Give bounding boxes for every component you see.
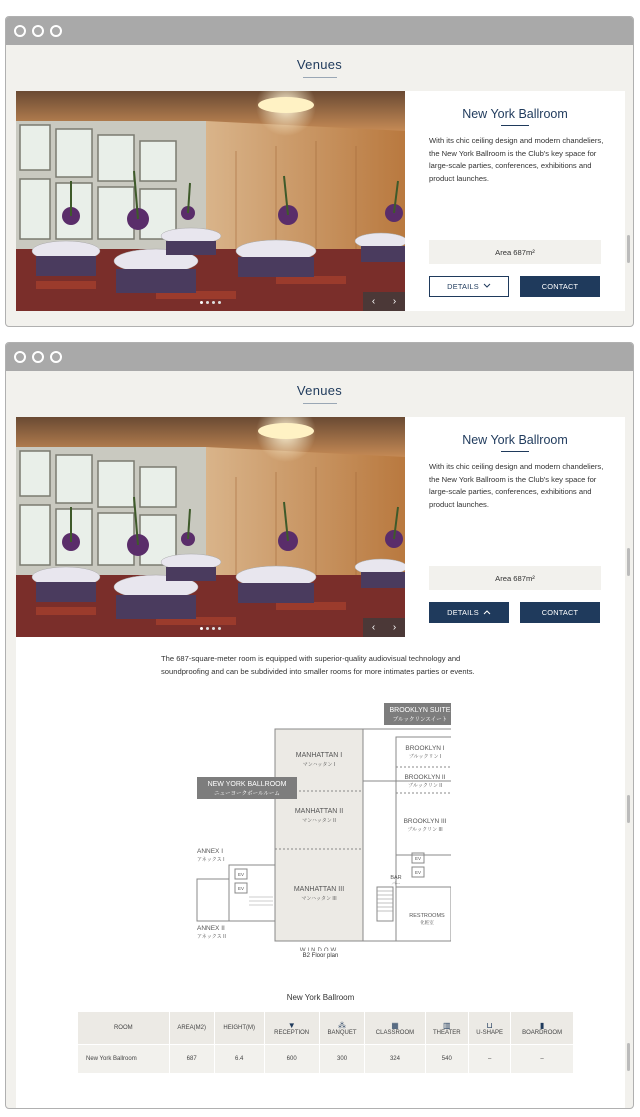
col-boardroom: ▮ BOARDROOM [511,1012,573,1044]
manhattan1-jp-label: マンハッタン I [302,762,336,768]
restrooms-jp-label: 化粧室 [420,920,434,925]
scrollbar[interactable] [627,795,630,823]
ev-label: EV [414,870,422,875]
window-zoom-dot[interactable] [50,351,62,363]
brooklyn-suite-jp-label: ブルックリンスイート [392,717,448,723]
cell-boardroom: – [511,1045,573,1073]
cell-reception: 600 [265,1045,319,1073]
carousel-dot[interactable] [218,301,221,304]
window-titlebar [6,343,633,371]
venue-description: With its chic ceiling design and modern chandeliers, the New York Ballroom is the Club's key space for large-scale parties, conferences, exhibitions and product launches. [429,136,604,183]
annex1-jp-label: アネックス I [197,857,225,863]
venue-photo-carousel[interactable] [16,91,405,311]
brooklyn1-label: BROOKLYN I [405,745,445,752]
table-row [78,1045,573,1073]
ny-ballroom-label: NEW YORK BALLROOM [207,781,287,788]
brooklyn2-label: BROOKLYN II [404,774,446,781]
ny-ballroom-jp-label: ニューヨークボールルーム [214,791,280,797]
cell-theater: 540 [426,1045,469,1073]
manhattan3-label: MANHATTAN III [293,886,345,893]
carousel-next-button[interactable]: › [384,618,405,637]
venue-info-panel [405,417,625,637]
brooklyn3-label: BROOKLYN III [403,818,447,825]
annex1-label: ANNEX I [197,848,224,855]
carousel-dot[interactable] [218,627,221,630]
window-titlebar [6,17,633,45]
scrollbar[interactable] [627,548,630,576]
brooklyn1-jp-label: ブルックリン I [408,754,442,760]
u-shape-icon: ⊔ [486,1020,493,1030]
floor-plan-caption: B2 Floor plan [302,953,339,959]
browser-window-collapsed [5,16,634,327]
carousel-prev-button[interactable]: ‹ [363,618,384,637]
carousel-next-button[interactable]: › [384,292,405,311]
banquet-icon: ⁂ [338,1020,347,1030]
contact-button[interactable]: CONTACT [520,276,600,297]
manhattan2-jp-label: マンハッタン II [302,818,336,824]
col-banquet: ⁂ BANQUET [320,1012,365,1044]
brooklyn3-jp-label: ブルックリン III [407,827,443,833]
contact-button[interactable]: CONTACT [520,602,600,623]
col-area: AREA(M2) [170,1012,214,1044]
window-close-dot[interactable] [14,25,26,37]
cell-room: New York Ballroom [78,1045,169,1073]
venue-photo-carousel[interactable] [16,417,405,637]
cell-u-shape: – [469,1045,510,1073]
details-button[interactable] [429,602,509,623]
window-minimize-dot[interactable] [32,25,44,37]
table-header-row [78,1012,573,1044]
venue-info-panel [405,91,625,311]
manhattan3-jp-label: マンハッタン III [301,896,337,902]
manhattan1-label: MANHATTAN I [295,752,343,759]
col-theater: ▥ THEATER [426,1012,469,1044]
reception-icon: ▼ [287,1020,296,1030]
theater-icon: ▥ [443,1020,451,1030]
venue-details-panel [16,637,625,1109]
ev-label: EV [237,886,245,891]
carousel-prev-button[interactable]: ‹ [363,292,384,311]
browser-window-expanded [5,342,634,1109]
scrollbar[interactable] [627,235,630,263]
annex2-label: ANNEX II [197,925,225,932]
carousel-dot[interactable] [200,627,203,630]
section-title: Venues [6,383,633,404]
restrooms-label: RESTROOMS [409,913,445,919]
classroom-icon: ▦ [391,1020,399,1030]
window-label: WINDOW [299,948,339,951]
col-height: HEIGHT(M) [215,1012,264,1044]
venue-name: New York Ballroom [405,433,625,452]
details-text: The 687-square-meter room is equipped with superior-quality audiovisual technology and soundproofing and can be subdivided into smaller rooms for more intimates parties or events. [161,654,475,676]
bar-jp-label: バー [391,881,401,886]
cell-area: 687 [170,1045,214,1073]
manhattan2-label: MANHATTAN II [294,808,344,815]
chevron-up-icon [483,608,491,617]
details-label: DETAILS [447,282,479,291]
venue-name: New York Ballroom [405,107,625,126]
ballroom-photo [16,91,405,311]
venue-card [16,91,625,311]
ballroom-photo [16,417,405,637]
carousel-dot[interactable] [212,627,215,630]
capacity-table [77,1011,574,1074]
section-title: Venues [6,57,633,78]
window-minimize-dot[interactable] [32,351,44,363]
window-close-dot[interactable] [14,351,26,363]
capacity-table-title: New York Ballroom [286,993,355,1002]
venue-area: Area 687m² [429,566,601,590]
col-room: ROOM [78,1012,169,1044]
boardroom-icon: ▮ [539,1020,545,1030]
carousel-dot[interactable] [212,301,215,304]
brooklyn-suite-label: BROOKLYN SUITE [389,707,451,714]
carousel-dots[interactable] [200,627,221,630]
venue-area: Area 687m² [429,240,601,264]
venue-card [16,417,625,637]
cell-classroom: 324 [365,1045,424,1073]
carousel-dot[interactable] [200,301,203,304]
carousel-dots[interactable] [200,301,221,304]
bar-label: BAR [390,875,402,881]
carousel-dot[interactable] [206,627,209,630]
window-zoom-dot[interactable] [50,25,62,37]
chevron-down-icon [483,282,491,291]
ev-label: EV [414,856,422,861]
brooklyn2-jp-label: ブルックリン II [408,783,442,789]
cell-banquet: 300 [320,1045,365,1073]
col-u-shape: ⊔ U-SHAPE [469,1012,510,1044]
annex2-jp-label: アネックス II [197,934,226,940]
cell-height: 6.4 [215,1045,264,1073]
scrollbar[interactable] [627,1043,630,1071]
floor-plan [191,701,451,951]
col-classroom: ▦ CLASSROOM [365,1012,424,1044]
details-label: DETAILS [447,608,479,617]
ev-label: EV [237,872,245,877]
venue-description: With its chic ceiling design and modern chandeliers, the New York Ballroom is the Club's key space for large-scale parties, conferences, exhibitions and product launches. [429,462,604,509]
col-reception: ▼ RECEPTION [265,1012,319,1044]
details-button[interactable] [429,276,509,297]
carousel-dot[interactable] [206,301,209,304]
